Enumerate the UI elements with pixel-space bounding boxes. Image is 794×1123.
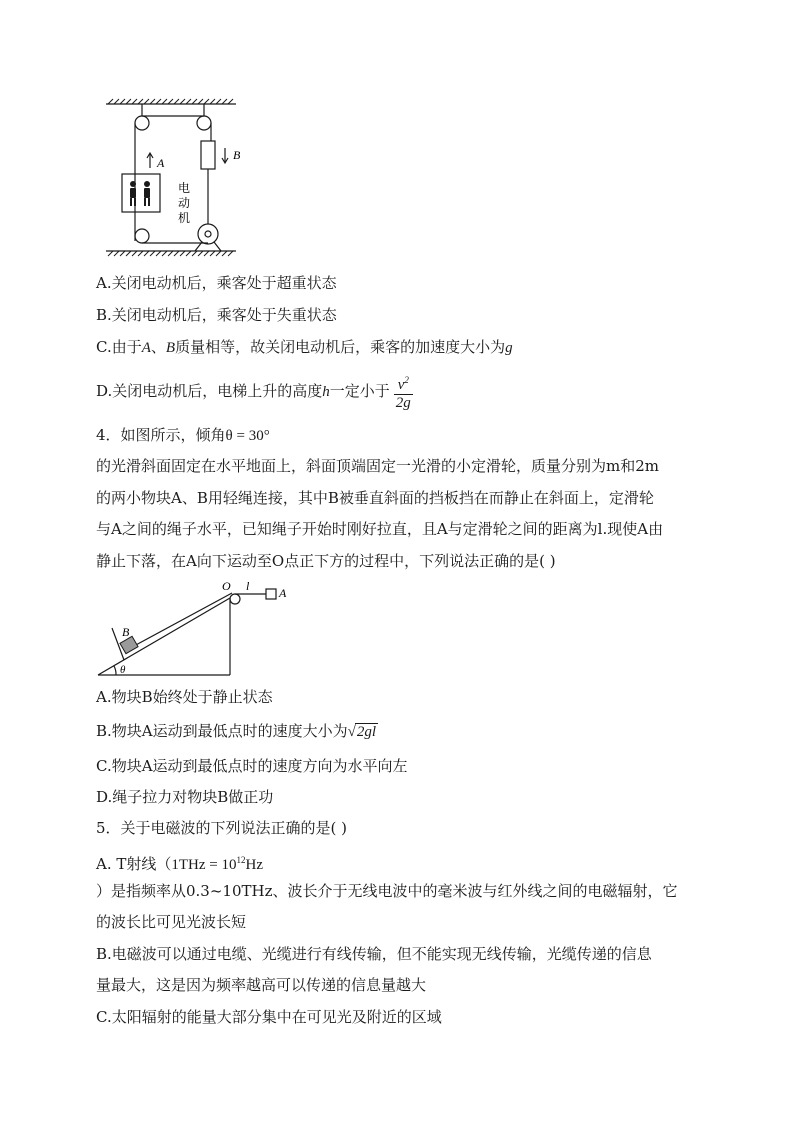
q4-stem-line3: 的两小物块A、B用轻绳连接，其中B被垂直斜面的挡板挡在而静止在斜面上，定滑轮 (96, 489, 654, 507)
q4-stem-text: 4．如图所示，倾角 (96, 426, 226, 444)
q3-optc-text3: 质量相等，故关闭电动机后，乘客的加速度大小为 (175, 338, 506, 356)
q3-option-a: A.关闭电动机后，乘客处于超重状态 (96, 274, 337, 292)
fig2-label-l: l (246, 580, 250, 593)
fig1-motor-char-2: 动 (178, 196, 191, 210)
q4-stem-line5: 静止下落，在A向下运动至O点正下方的过程中，下列说法正确的是( ) (96, 552, 556, 570)
q5-opta-unit: Hz (245, 857, 263, 873)
q3-optd-text2: 一定小于 (329, 382, 390, 400)
fig1-label-B: B (233, 148, 241, 162)
q3-optd-num-sup: 2 (404, 375, 409, 385)
q5-option-a-line2: ）是指频率从0.3~10THz、波长介于无线电波中的毫米波与红外线之间的电磁辐射，它 (96, 882, 678, 900)
q5-option-a-line1 (96, 849, 263, 876)
q5-stem: 5．关于电磁波的下列说法正确的是( ) (96, 819, 348, 837)
fig1-motor-char-3: 机 (178, 211, 191, 225)
fig2-label-B: B (122, 625, 130, 639)
q5-opta-formula: 1THz = 10 (171, 857, 237, 873)
q4-stem-line4: 与A之间的绳子水平，已知绳子开始时刚好拉直，且A与定滑轮之间的距离为l.现使A由 (96, 520, 664, 538)
q4-optb-root: √ (347, 724, 356, 740)
incline-diagram (94, 580, 294, 680)
fig2-label-O: O (222, 580, 231, 593)
q5-option-b-line2: 量最大，这是因为频率越高可以传递的信息量越大 (96, 976, 427, 994)
q3-option-c (96, 336, 513, 359)
q4-stem-line2: 的光滑斜面固定在水平地面上，斜面顶端固定一光滑的小定滑轮，质量分别为m和2m (96, 457, 659, 475)
q4-option-a: A.物块B始终处于静止状态 (96, 688, 273, 706)
q4-option-c: C.物块A运动到最低点时的速度方向为水平向左 (96, 757, 408, 775)
q3-optd-text1: D.关闭电动机后，电梯上升的高度 (96, 382, 323, 400)
elevator-diagram (100, 96, 250, 261)
q3-option-d (96, 371, 413, 412)
q4-option-d: D.绳子拉力对物块B做正功 (96, 788, 274, 806)
fig2-label-A: A (279, 586, 287, 600)
q4-option-b (96, 720, 378, 743)
fig1-label-A: A (157, 156, 165, 170)
q3-optd-num: v (397, 377, 405, 393)
q5-option-b-line1: B.电磁波可以通过电缆、光缆进行有线传输，但不能实现无线传输，光缆传递的信息 (96, 945, 652, 963)
q3-optc-A: A (141, 340, 151, 356)
q4-theta: θ = 30° (225, 428, 270, 444)
q4-optb-radicand: 2gl (356, 724, 377, 740)
q4-optb-text: B.物块A运动到最低点时的速度大小为 (96, 722, 348, 740)
q3-optc-g: g (505, 340, 513, 356)
q3-optc-text2: 、 (150, 338, 166, 356)
q3-optc-B: B (165, 340, 176, 356)
q5-opta-exp: 12 (236, 855, 246, 865)
q3-optd-fraction (394, 372, 413, 412)
q3-optd-den: 2g (395, 395, 411, 411)
fig1-motor-char-1: 电 (178, 181, 191, 195)
q3-option-b: B.关闭电动机后，乘客处于失重状态 (96, 306, 337, 324)
q4-stem-line1 (96, 424, 270, 447)
q5-option-a-line3: 的波长比可见光波长短 (96, 913, 247, 931)
q3-optc-text1: C.由于 (96, 338, 142, 356)
q5-opta-text1: A. T射线（ (96, 855, 172, 873)
fig2-label-theta: θ (120, 664, 126, 676)
q5-option-c: C.太阳辐射的能量大部分集中在可见光及附近的区域 (96, 1008, 442, 1026)
q3-optd-h: h (322, 384, 330, 400)
